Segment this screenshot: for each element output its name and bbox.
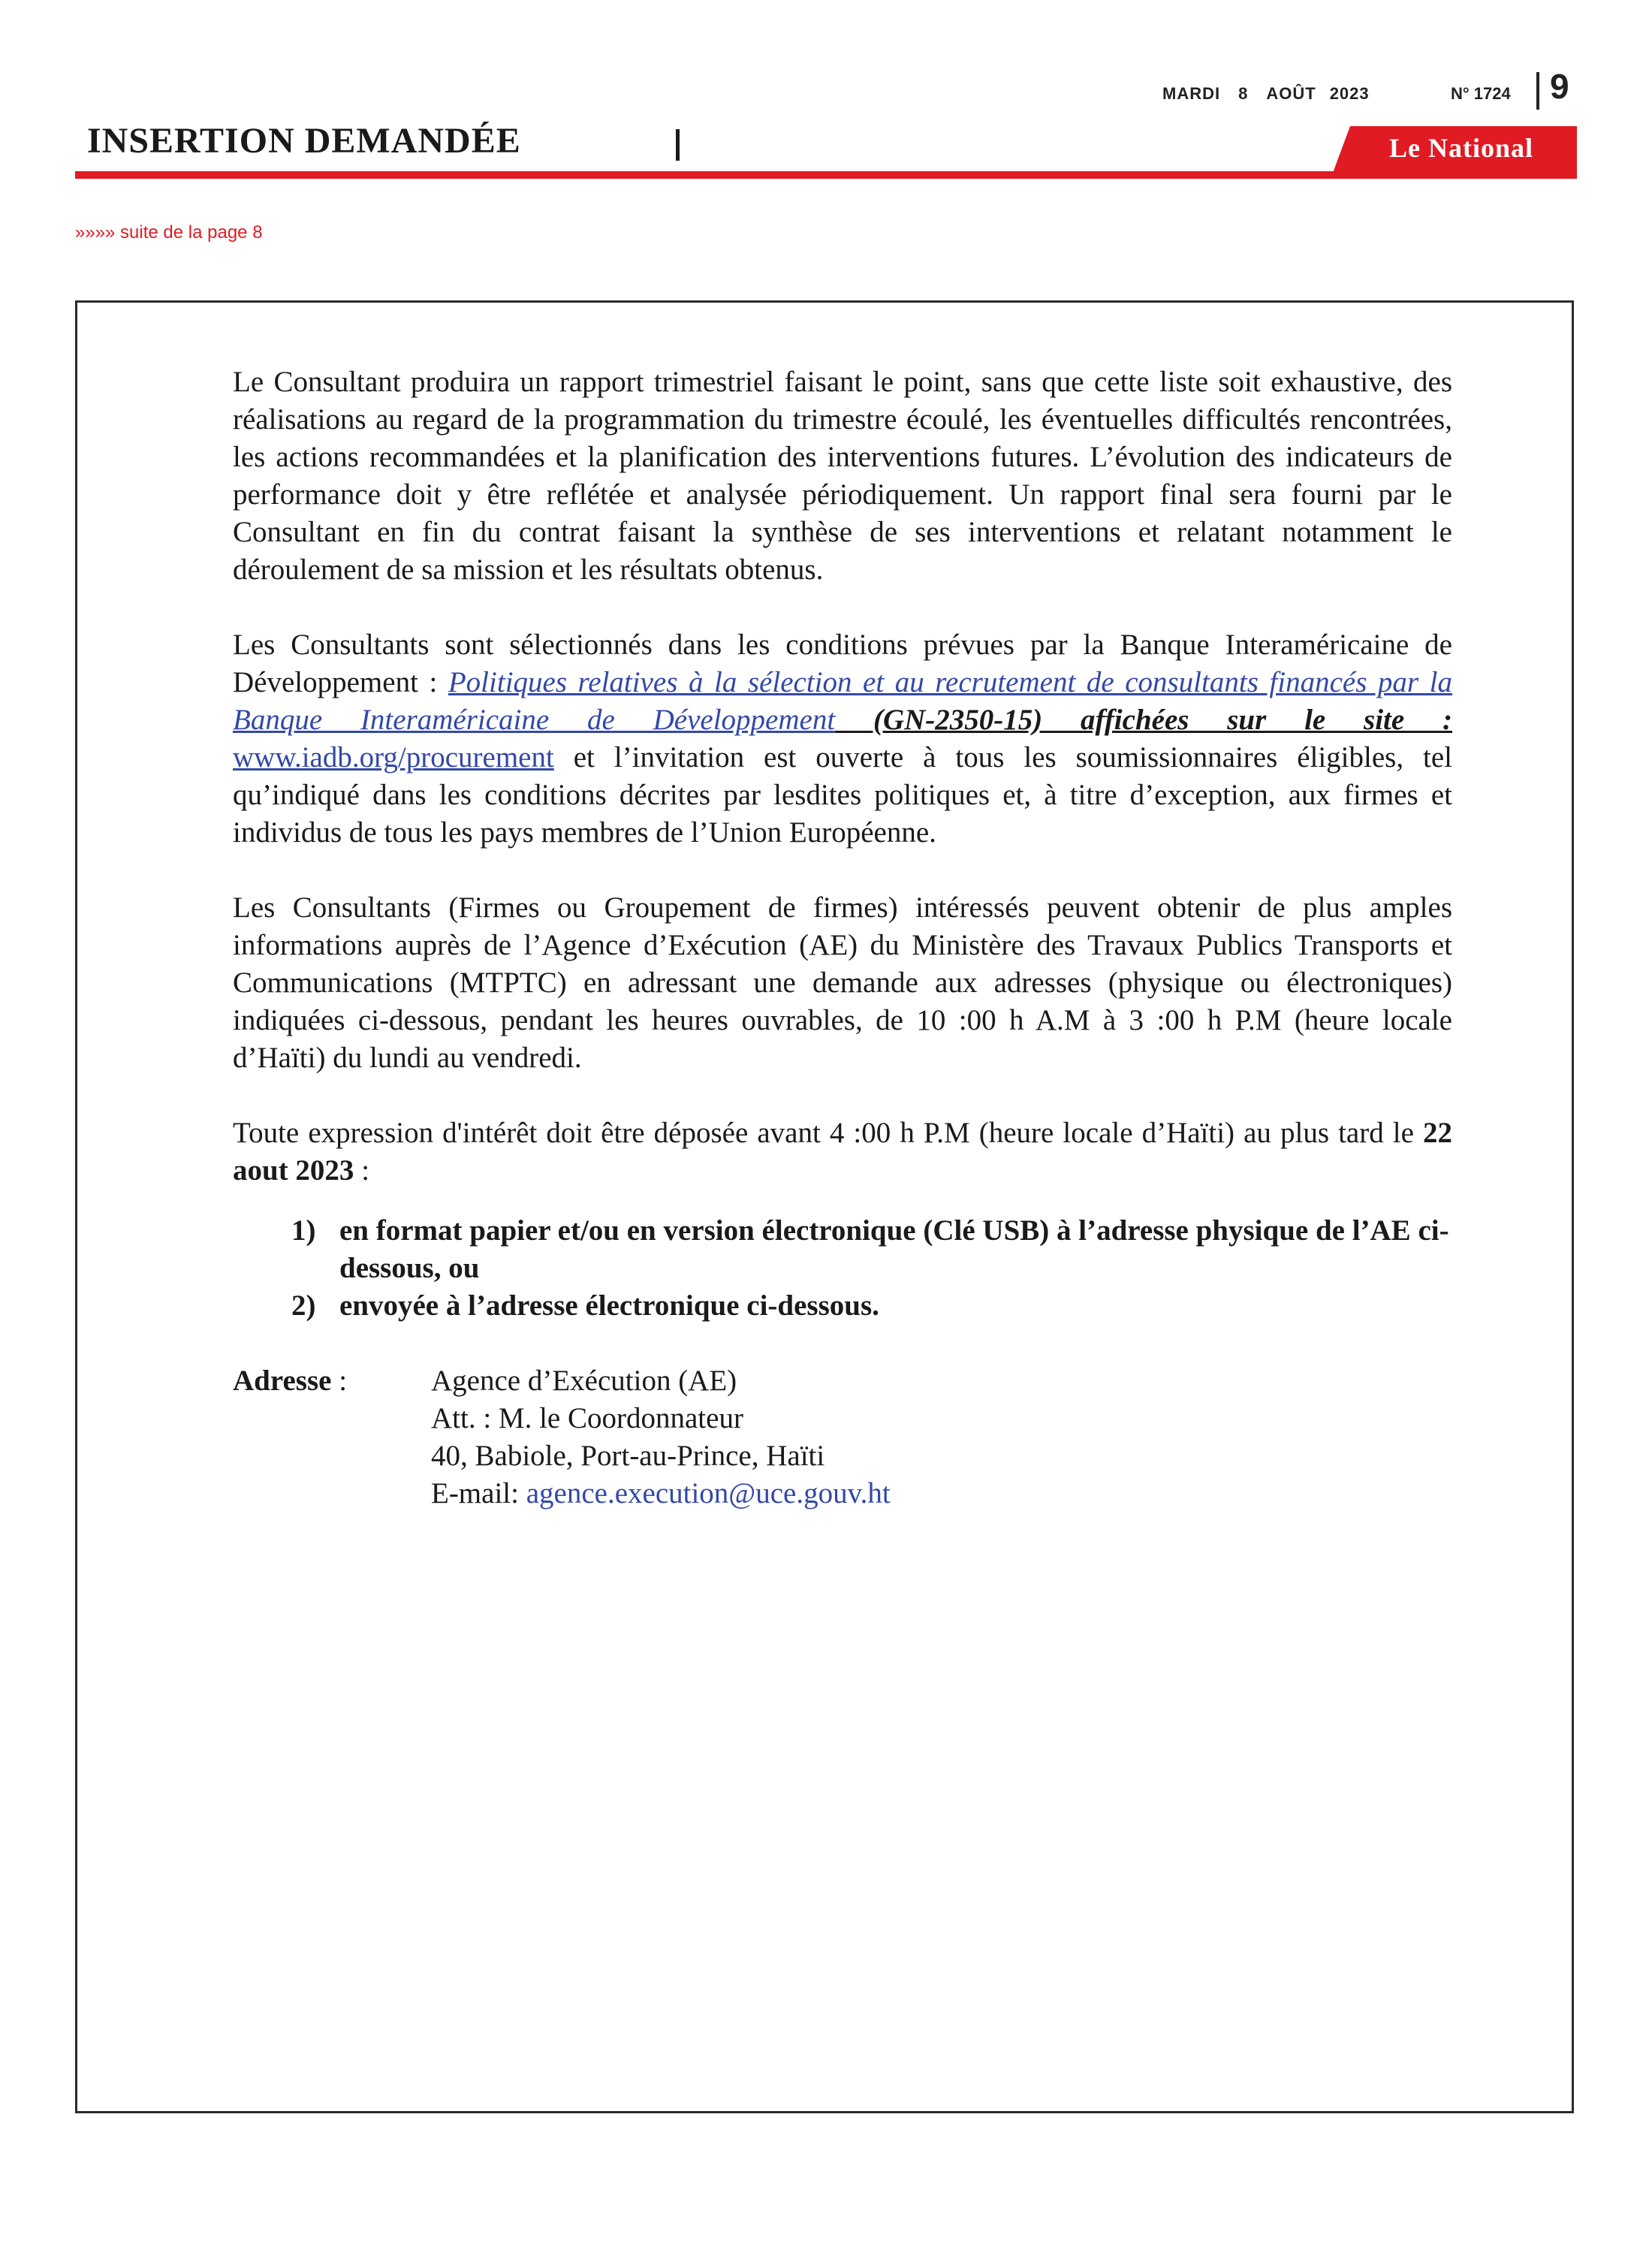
selection-outro: et l’invitation est ouverte à tous les soumissionnaires éligibles, tel qu’indiqué dans les conditions décrites par lesdites politiques et, à titre d’exception, aux firmes et individus de tous les pays membres de l’Union Européenne. (233, 741, 1452, 849)
list-marker: 2) (291, 1289, 316, 1322)
list-item (233, 1287, 1452, 1325)
section-title: INSERTION DEMANDÉE (87, 121, 521, 161)
deadline-suffix: : (354, 1154, 370, 1187)
date-number: 8 (1238, 84, 1249, 103)
page-number-divider (1536, 72, 1539, 110)
email-link[interactable]: agence.execution@uce.gouv.ht (526, 1477, 891, 1510)
paragraph-information: Les Consultants (Firmes ou Groupement de firmes) intéressés peuvent obtenir de plus amples informations auprès de l’Agence d’Exécution (AE) du Ministère des Travaux Publics Transports et Communications (MTPTC) en adressant une demande aux adresses (physique ou électroniques) indiquées ci-dessous, pendant les heures ouvrables, de 10 :00 h A.M à 3 :00 h P.M (heure locale d’Haïti) du lundi au vendredi. (233, 891, 1452, 1074)
delivery-options-list (233, 1212, 1452, 1325)
date-month: AOÛT (1266, 84, 1316, 103)
list-marker: 1) (291, 1214, 316, 1247)
paragraph-selection (233, 626, 1452, 852)
address-label-group (233, 1362, 431, 1513)
address-block (233, 1362, 1452, 1513)
date-day: MARDI (1162, 84, 1221, 103)
paragraph-report: Le Consultant produira un rapport trimestriel faisant le point, sans que cette liste soit exhaustive, des réalisations au regard de la programmation du trimestre écoulé, les éventuelles difficultés rencontrées, les actions recommandées et la planification des interventions futures. L’évolution des indicateurs de performance doit y être reflétée et analysée périodiquement. Un rapport final sera fourni par le Consultant en fin du contrat faisant la synthèse de ses interventions et relatant notamment le déroulement de sa mission et les résultats obtenus. (233, 366, 1452, 586)
list-item (233, 1212, 1452, 1287)
selection-intro: Les Consultants sont sélectionnés dans les conditions prévues par la Banque Interaméricaine de Développement : (233, 629, 1452, 698)
issue-number: N° 1724 (1451, 84, 1511, 103)
address-line-street: 40, Babiole, Port-au-Prince, Haïti (431, 1440, 825, 1472)
paragraph-deadline (233, 1114, 1452, 1190)
address-label-colon: : (331, 1365, 348, 1397)
address-line-email (431, 1475, 1452, 1513)
policy-link[interactable]: Politiques relatives à la sélection et au recrutement de consultants financés par la Banque Interaméricaine de Développement (233, 666, 1452, 736)
email-label: E-mail: (431, 1477, 526, 1510)
policy-reference: (GN-2350-15) affichées sur le site : (835, 704, 1452, 736)
address-lines (431, 1362, 1452, 1513)
newspaper-brand: Le National (1388, 133, 1533, 163)
deadline-date: 22 aout 2023 (233, 1117, 1452, 1187)
page-number: 9 (1550, 67, 1569, 106)
address-line-attention: Att. : M. le Coordonnateur (431, 1402, 743, 1434)
issue-date (1162, 84, 1370, 104)
date-year: 2023 (1329, 84, 1370, 103)
title-divider (676, 129, 680, 161)
deadline-text: Toute expression d'intérêt doit être déposée avant 4 :00 h P.M (heure locale d’Haïti) au plus tard le (233, 1117, 1423, 1149)
list-item-text: envoyée à l’adresse électronique ci-dessous. (339, 1289, 879, 1322)
notice-body (233, 363, 1452, 1513)
procurement-url-link[interactable]: www.iadb.org/procurement (233, 741, 554, 774)
continued-from-note: »»»» suite de la page 8 (75, 222, 263, 243)
address-line-agency: Agence d’Exécution (AE) (431, 1365, 737, 1397)
list-item-text: en format papier et/ou en version électronique (Clé USB) à l’adresse physique de l’AE ci-dessous, ou (339, 1214, 1449, 1284)
address-label: Adresse (233, 1365, 332, 1397)
